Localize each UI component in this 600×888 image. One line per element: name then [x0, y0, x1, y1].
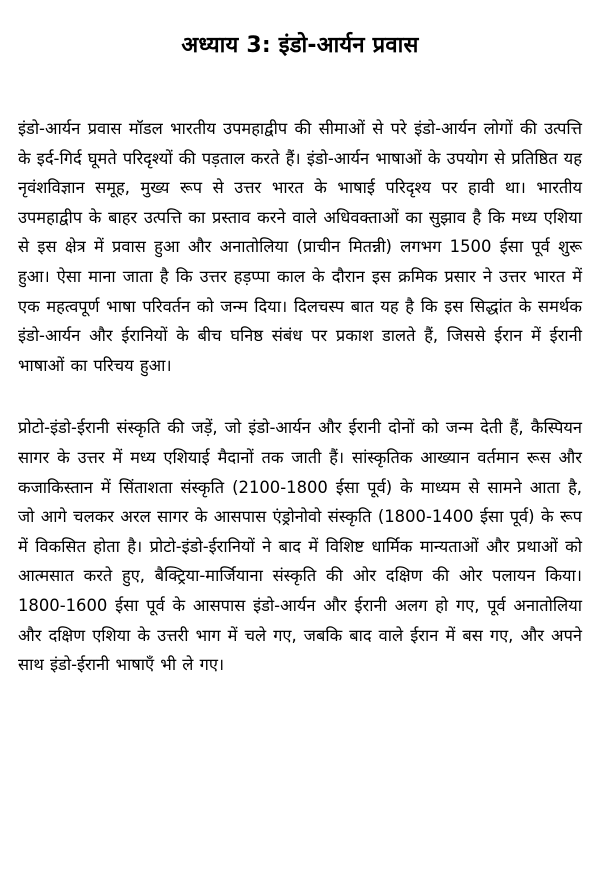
- paragraph-indo-aryan-migration-model: इंडो-आर्यन प्रवास मॉडल भारतीय उपमहाद्वीप की सीमाओं से परे इंडो-आर्यन लोगों की उत्पत्ति के इर्द-गिर्द घूमते परिदृश्यों की पड़ताल करते हैं। इंडो-आर्यन भाषाओं के उपयोग से प्रतिष्ठित यह नृवंशविज्ञान समूह, मुख्य रूप से उत्तर भारत के भाषाई परिदृश्य पर हावी था। भारतीय उपमहाद्वीप के बाहर उत्पत्ति का प्रस्ताव करने वाले अधिवक्ताओं का सुझाव है कि मध्य एशिया से इस क्षेत्र में प्रवास हुआ और अनातोलिया (प्राचीन मितन्नी) लगभग 1500 ईसा पूर्व शुरू हुआ। ऐसा माना जाता है कि उत्तर हड़प्पा काल के दौरान इस क्रमिक प्रसार ने उत्तर भारत में एक महत्वपूर्ण भाषा परिवर्तन को जन्म दिया। दिलचस्प बात यह है कि इस सिद्धांत के समर्थक इंडो-आर्यन और ईरानियों के बीच घनिष्ठ संबंध पर प्रकाश डालते हैं, जिससे ईरान में ईरानी भाषाओं का परिचय हुआ।: [18, 119, 582, 375]
- chapter-title: अध्याय 3: इंडो-आर्यन प्रवास: [181, 33, 419, 58]
- paragraph-proto-indo-iranian-culture: प्रोटो-इंडो-ईरानी संस्कृति की जड़ें, जो इंडो-आर्यन और ईरानी दोनों को जन्म देती हैं, कैस्पियन सागर के उत्तर में मध्य एशियाई मैदानों तक जाती हैं। सांस्कृतिक आख्यान वर्तमान रूस और कजाकिस्तान में सिंताशता संस्कृति (2100-1800 ईसा पूर्व) के माध्यम से सामने आता है, जो आगे चलकर अरल सागर के आसपास एंड्रोनोवो संस्कृति (1800-1400 ईसा पूर्व) के रूप में विकसित होता है। प्रोटो-इंडो-ईरानियों ने बाद में विशिष्ट धार्मिक मान्यताओं और प्रथाओं को आत्मसात करते हुए, बैक्ट्रिया-मार्जियाना संस्कृति की ओर दक्षिण की ओर पलायन किया। 1800-1600 ईसा पूर्व के आसपास इंडो-आर्यन और ईरानी अलग हो गए, पूर्व अनातोलिया और दक्षिण एशिया के उत्तरी भाग में चले गए, जबकि बाद वाले ईरान में बस गए, और अपने साथ इंडो-ईरानी भाषाएँ भी ले गए।: [18, 418, 582, 675]
